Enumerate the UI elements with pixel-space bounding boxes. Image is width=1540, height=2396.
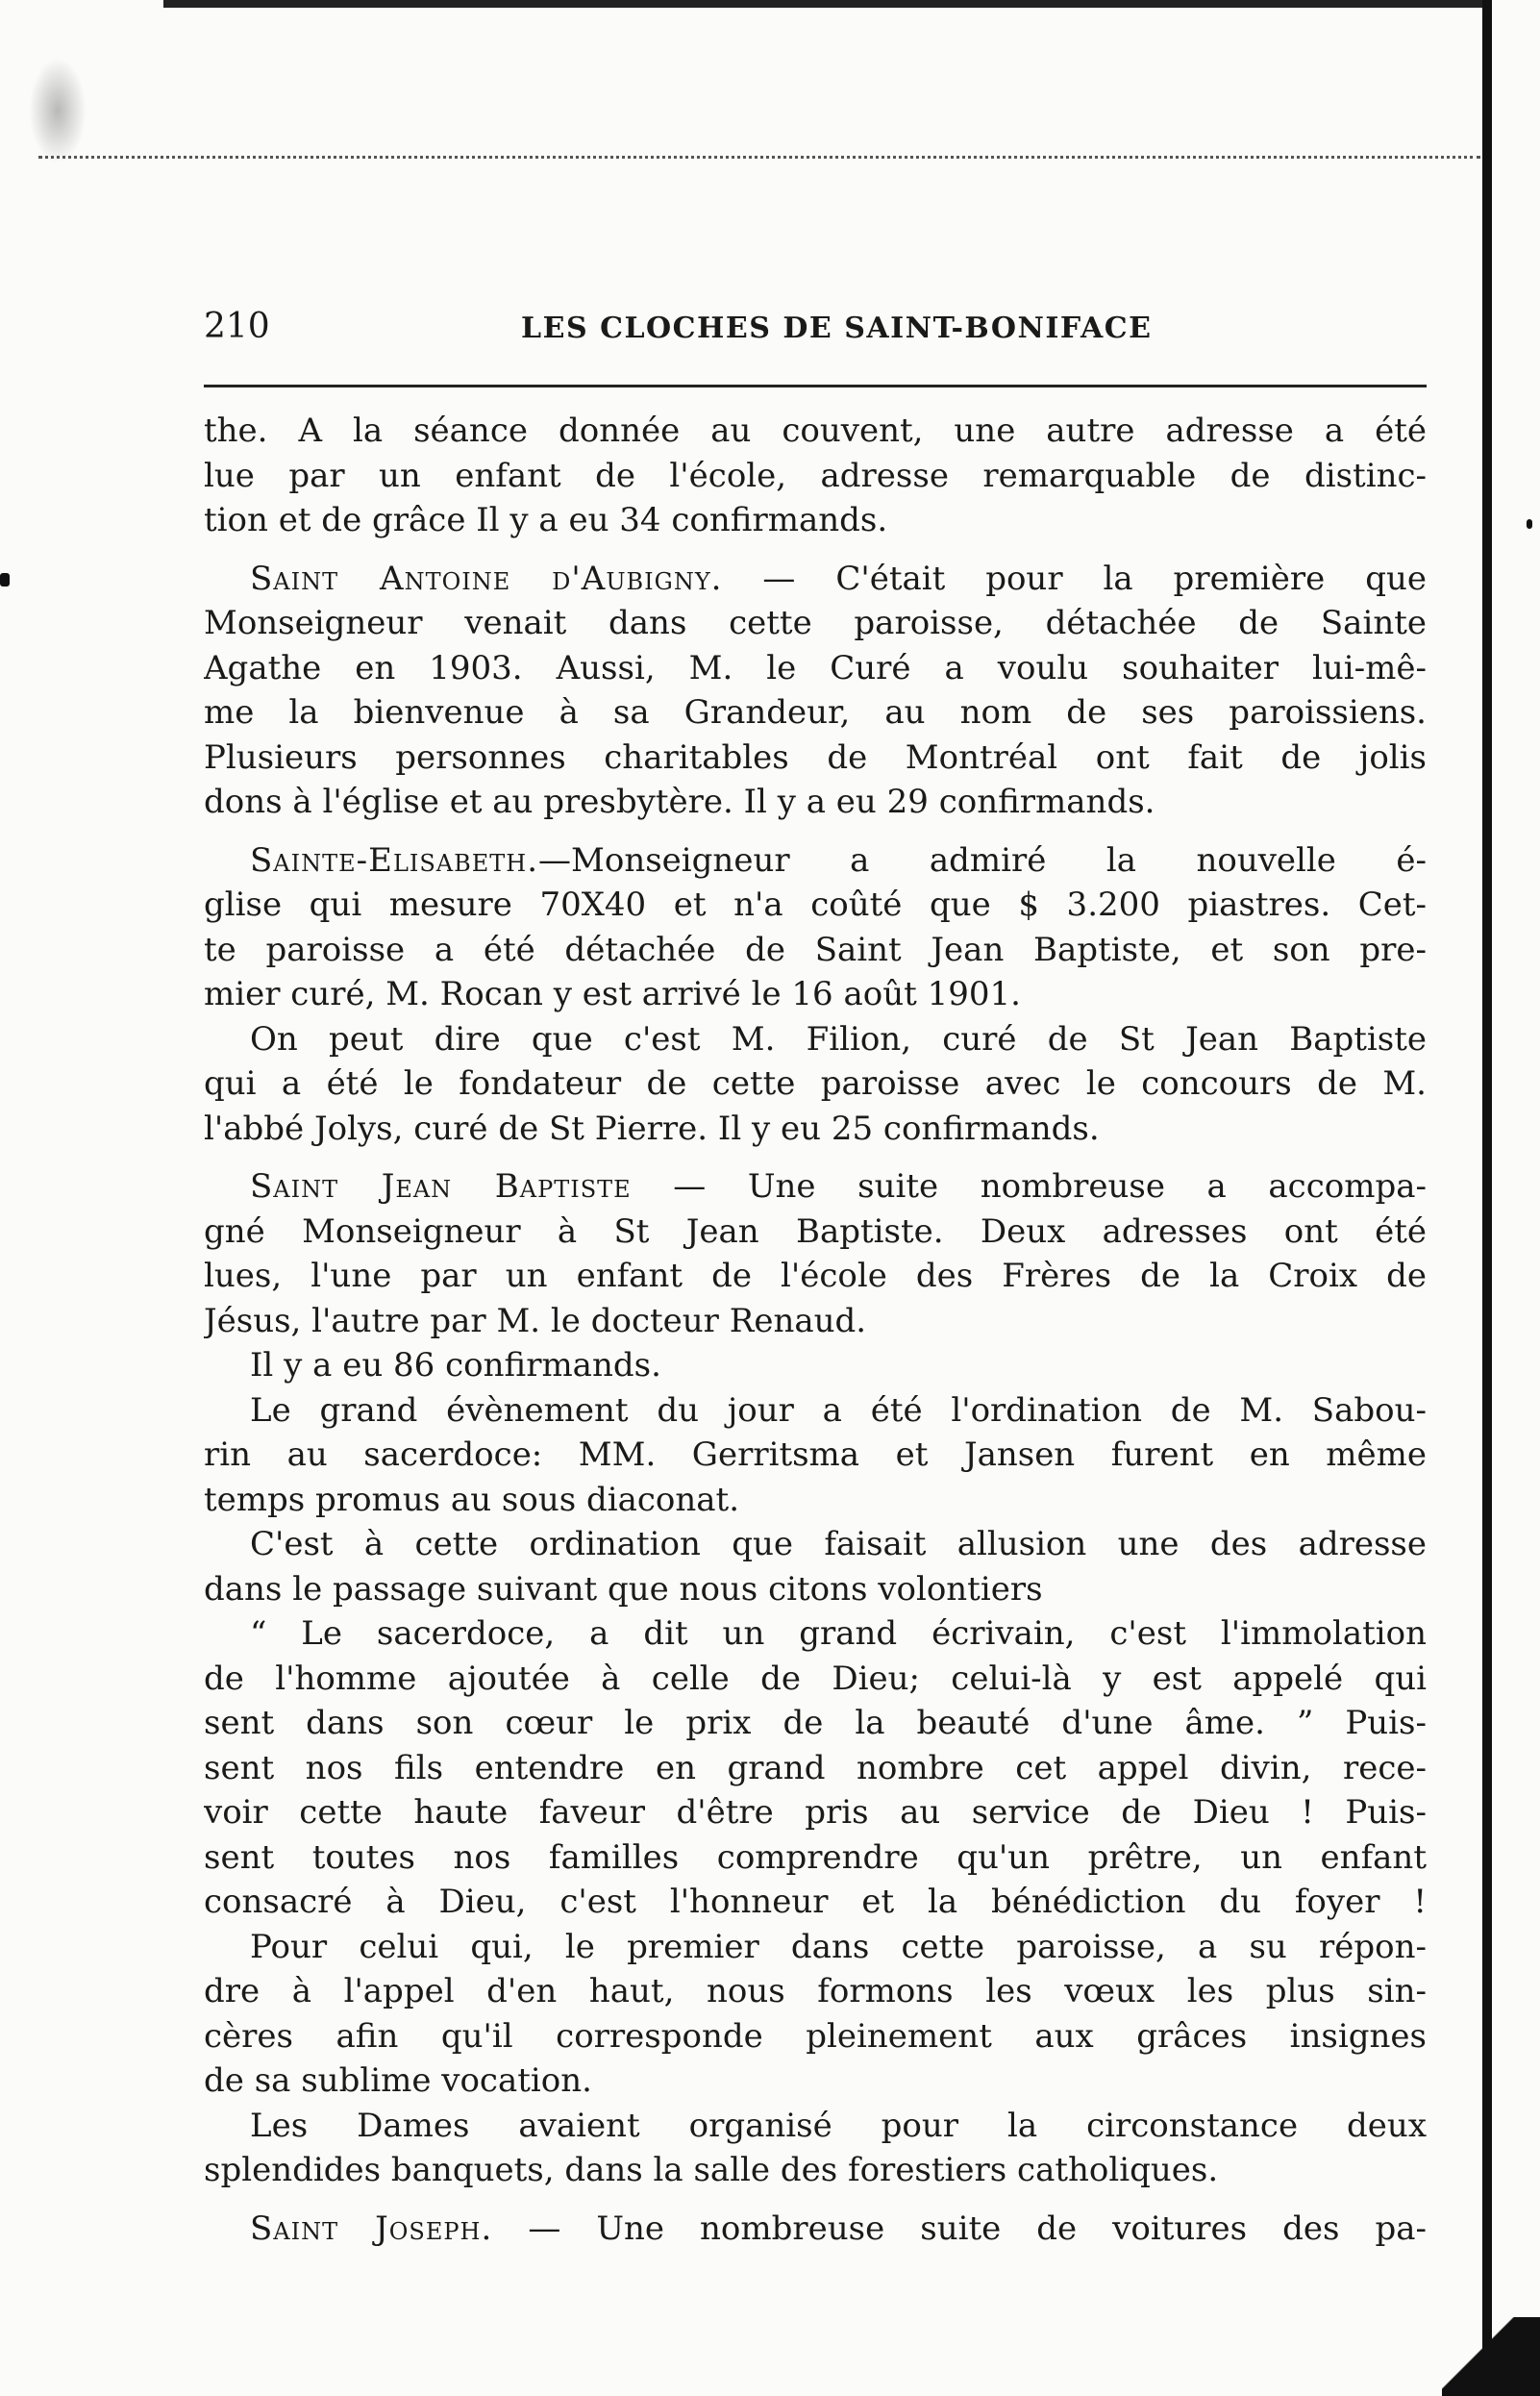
line-text: cères afin qu'il corresponde pleinement aux grâces insignes (204, 2016, 1427, 2056)
body-text (204, 409, 1427, 2251)
line-text: — C'était pour la première que (722, 559, 1427, 598)
text-line (204, 1969, 1427, 2014)
text-line (204, 1299, 1427, 1344)
paragraph (204, 838, 1427, 1152)
line-text: Agathe en 1903. Aussi, M. le Curé a voulu souhaiter lui-mê- (204, 648, 1427, 687)
section-heading: Saint Antoine d'Aubigny. (250, 559, 723, 598)
text-line (204, 972, 1427, 1017)
text-line (204, 1343, 1427, 1388)
line-text: dons à l'église et au presbytère. Il y a eu 29 confirmands. (204, 783, 1155, 821)
line-text: consacré à Dieu, c'est l'honneur et la bénédiction du foyer ! (204, 1883, 1427, 1921)
binding-edge (1482, 0, 1492, 2396)
text-line (204, 409, 1427, 454)
text-line (204, 2059, 1427, 2104)
text-line (204, 1835, 1427, 1881)
line-text: qui a été le fondateur de cette paroisse avec le concours de M. (204, 1064, 1427, 1103)
page-header (204, 306, 1425, 363)
line-text: — Une suite nombreuse a accompa- (631, 1167, 1427, 1206)
line-text: dre à l'appel d'en haut, nous formons les vœux les plus sin- (204, 1972, 1427, 2010)
line-text: sent toutes nos familles comprendre qu'un prêtre, un enfant (204, 1837, 1427, 1877)
line-text: tion et de grâce Il y a eu 34 confirmands. (204, 501, 888, 539)
text-line (204, 498, 1427, 543)
text-line (204, 1925, 1427, 1970)
text-line (204, 1657, 1427, 1702)
text-line (204, 1433, 1427, 1478)
text-line (204, 1567, 1427, 1612)
line-text: C'est à cette ordination que faisait allusion une des adresse (250, 1525, 1427, 1563)
line-text: glise qui mesure 70X40 et n'a coûté que $ 3.200 piastres. Cet- (204, 886, 1427, 924)
line-text: dans le passage suivant que nous citons volontiers (204, 1569, 1043, 1609)
text-line (204, 838, 1427, 884)
header-rule (204, 385, 1427, 387)
line-text: sent nos fils entendre en grand nombre cet appel divin, rece- (204, 1748, 1427, 1787)
text-line (204, 1388, 1427, 1434)
line-text: lue par un enfant de l'école, adresse remarquable de distinc- (204, 456, 1427, 495)
section-heading: Sainte-Elisabeth. (250, 840, 539, 880)
paragraph-gap (204, 825, 1427, 838)
line-text: On peut dire que c'est M. Filion, curé de St Jean Baptiste (250, 1019, 1427, 1059)
line-text: Il y a eu 86 confirmands. (250, 1346, 661, 1385)
line-text: de l'homme ajoutée à celle de Dieu; celui-là y est appelé qui (204, 1659, 1427, 1698)
text-line (204, 1107, 1427, 1152)
line-text: te paroisse a été détachée de Saint Jean Baptiste, et son pre- (204, 930, 1427, 969)
binding-margin (1492, 0, 1540, 2396)
text-line (204, 646, 1427, 691)
scan-smudge (29, 58, 87, 163)
section-heading: Saint Jean Baptiste (250, 1167, 632, 1206)
line-text: temps promus au sous diaconat. (204, 1480, 740, 1519)
paragraph-gap (204, 543, 1427, 557)
text-line (204, 1478, 1427, 1523)
line-text: lues, l'une par un enfant de l'école des Frères de la Croix de (204, 1257, 1427, 1295)
text-line (204, 690, 1427, 736)
text-line (204, 1522, 1427, 1567)
line-text: Les Dames avaient organisé pour la circonstance deux (250, 2106, 1427, 2145)
text-line (204, 736, 1427, 781)
line-text: l'abbé Jolys, curé de St Pierre. Il y eu 25 confirmands. (204, 1109, 1100, 1148)
line-text: —Monseigneur a admiré la nouvelle é- (538, 840, 1427, 880)
text-line (204, 601, 1427, 646)
scan-dotted-rule (38, 156, 1480, 159)
page-number: 210 (204, 307, 270, 346)
line-text: voir cette haute faveur d'être pris au service de Dieu ! Puis- (204, 1793, 1427, 1832)
line-text: rin au sacerdoce: MM. Gerritsma et Jansen furent en même (204, 1435, 1427, 1474)
paragraph (204, 557, 1427, 825)
line-text: mier curé, M. Rocan y est arrivé le 16 août 1901. (204, 975, 1021, 1013)
line-text: de sa sublime vocation. (204, 2061, 592, 2100)
paragraph (204, 409, 1427, 543)
line-text: sent dans son cœur le prix de la beauté d'une âme. ” Puis- (204, 1704, 1427, 1742)
line-text: gné Monseigneur à St Jean Baptiste. Deux adresses ont été (204, 1211, 1427, 1251)
paragraph-gap (204, 2193, 1427, 2207)
text-line (204, 1254, 1427, 1299)
text-line (204, 1164, 1427, 1210)
line-text: Plusieurs personnes charitables de Montréal ont fait de jolis (204, 737, 1427, 777)
line-text: “ Le sacerdoce, a dit un grand écrivain, c'est l'immolation (250, 1614, 1427, 1653)
text-line (204, 2148, 1427, 2193)
line-text: Jésus, l'autre par M. le docteur Renaud. (204, 1301, 867, 1340)
text-line (204, 1210, 1427, 1255)
scan-top-edge (163, 0, 1509, 8)
line-text: me la bienvenue à sa Grandeur, au nom de ses paroissiens. (204, 693, 1427, 732)
ink-speck (0, 573, 10, 587)
section-heading: Saint Joseph. (250, 2209, 493, 2248)
paragraph (204, 1164, 1427, 2193)
text-line (204, 1017, 1427, 1062)
text-line (204, 883, 1427, 928)
paragraph-gap (204, 1151, 1427, 1164)
text-line (204, 454, 1427, 499)
text-line (204, 1880, 1427, 1925)
text-line (204, 780, 1427, 825)
text-line (204, 928, 1427, 973)
text-line (204, 1746, 1427, 1791)
text-line (204, 1611, 1427, 1657)
paragraph (204, 2207, 1427, 2252)
text-line (204, 1061, 1427, 1107)
running-title: LES CLOCHES DE SAINT-BONIFACE (521, 312, 1153, 345)
text-line (204, 1701, 1427, 1746)
line-text: Le grand évènement du jour a été l'ordination de M. Sabou- (250, 1390, 1427, 1430)
line-text: — Une nombreuse suite de voitures des pa- (492, 2209, 1427, 2248)
text-line (204, 557, 1427, 602)
line-text: Pour celui qui, le premier dans cette paroisse, a su répon- (250, 1927, 1427, 1966)
text-line (204, 2207, 1427, 2252)
ink-speck (1527, 519, 1532, 529)
page-corner-shadow (1442, 2317, 1540, 2396)
text-line (204, 1790, 1427, 1835)
text-line (204, 2014, 1427, 2059)
text-line (204, 2104, 1427, 2149)
line-text: Monseigneur venait dans cette paroisse, détachée de Sainte (204, 604, 1427, 642)
line-text: the. A la séance donnée au couvent, une autre adresse a été (204, 412, 1427, 450)
line-text: splendides banquets, dans la salle des forestiers catholiques. (204, 2151, 1219, 2189)
